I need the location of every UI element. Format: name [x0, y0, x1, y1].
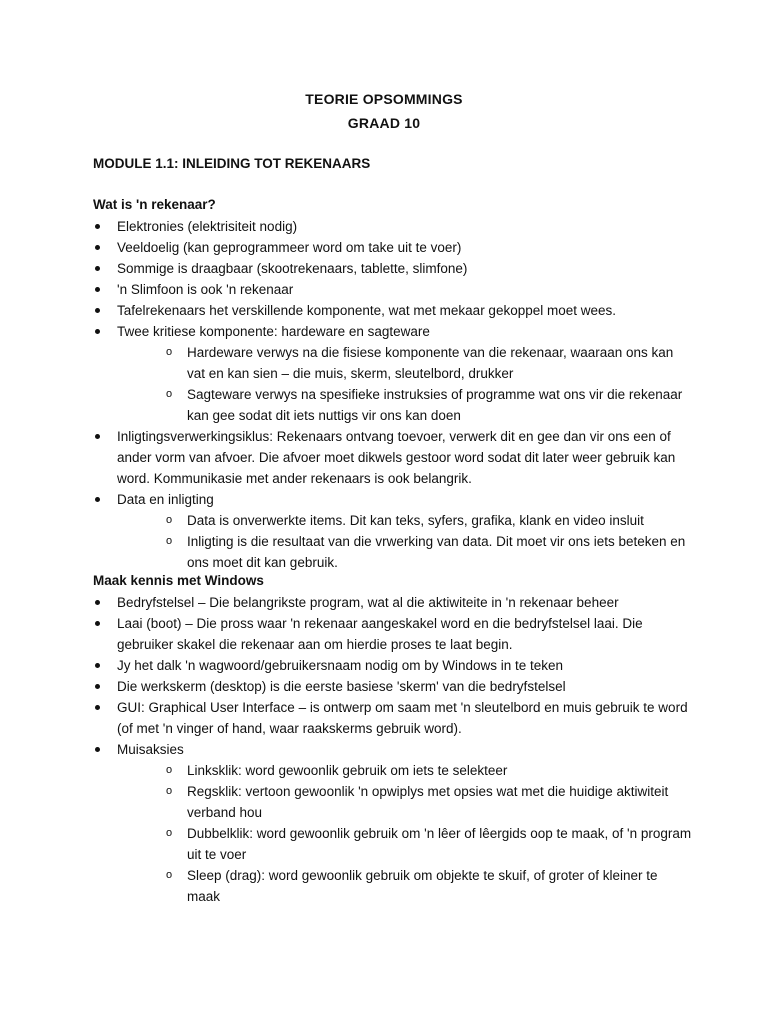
list-item-text: Data en inligting [117, 492, 214, 507]
list-item [93, 697, 693, 739]
section-heading: Wat is 'n rekenaar? [93, 197, 216, 212]
list-item [93, 592, 693, 613]
sub-list-item: o Inligting is die resultaat van die vrwerking van data. Dit moet vir ons iets beteken en ons moet dit kan gebruik. [117, 531, 693, 573]
list-item-text: Jy het dalk 'n wagwoord/gebruikersnaam nodig om by Windows in te teken [117, 658, 564, 673]
sub-list-item: o Data is onverwerkte items. Dit kan teks, syfers, grafika, klank en video insluit [117, 510, 693, 531]
list-item-text: GUI: Graphical User Interface – is ontwerp om saam met 'n sleutelbord en muis gebruik te word (of met 'n vinger of hand, waar raakskerms gebruik word). [117, 700, 688, 736]
list-item [93, 258, 693, 279]
list-item [93, 279, 693, 300]
list-item [93, 216, 693, 237]
sub-list-item: o Hardeware verwys na die fisiese komponente van die rekenaar, waaraan ons kan vat en kan sien – die muis, skerm, sleutelbord, drukker [117, 342, 693, 384]
list-item-text: Laai (boot) – Die pross waar 'n rekenaar aangeskakel word en die bedryfstelsel laai. Die gebruiker skakel die rekenaar aan om hierdie proses te laat begin. [117, 616, 643, 652]
list-item [93, 489, 693, 573]
list-item [93, 739, 693, 907]
sub-list-item: o Dubbelklik: word gewoonlik gebruik om 'n lêer of lêergids oop te maak, of 'n program uit te voer [117, 823, 693, 865]
list-item [93, 321, 693, 426]
list-item-text: Die werkskerm (desktop) is die eerste basiese 'skerm' van die bedryfstelsel [117, 679, 566, 694]
sub-list-item: o Linksklik: word gewoonlik gebruik om iets te selekteer [117, 760, 693, 781]
list-item-text: Sommige is draagbaar (skootrekenaars, tablette, slimfone) [117, 261, 468, 276]
section-heading: Maak kennis met Windows [93, 573, 264, 588]
list-item [93, 676, 693, 697]
bullet-list [93, 592, 693, 907]
sub-list [117, 760, 693, 907]
module-heading: MODULE 1.1: INLEIDING TOT REKENAARS [93, 156, 371, 171]
sub-list-item: o Regsklik: vertoon gewoonlik 'n opwiplys met opsies wat met die huidige aktiwiteit verband hou [117, 781, 693, 823]
document-subtitle: GRAAD 10 [347, 115, 421, 131]
list-item [93, 300, 693, 321]
document-title: TEORIE OPSOMMINGS [305, 91, 463, 107]
list-item-text: Veeldoelig (kan geprogrammeer word om take uit te voer) [117, 240, 462, 255]
list-item-text: Elektronies (elektrisiteit nodig) [117, 219, 298, 234]
list-item-text: Bedryfstelsel – Die belangrikste program, wat al die aktiwiteite in 'n rekenaar beheer [117, 595, 619, 610]
list-item-text: Inligtingsverwerkingsiklus: Rekenaars ontvang toevoer, verwerk dit en gee dan vir ons een of ander vorm van afvoer. Die afvoer moet dikwels gestoor word sodat dit later weer gebruik kan word. Kommunikasie met ander rekenaars is ook belangrik. [117, 429, 676, 486]
list-item-text: 'n Slimfoon is ook 'n rekenaar [117, 282, 294, 297]
bullet-list [93, 216, 693, 573]
list-item [93, 655, 693, 676]
sub-list [117, 510, 693, 573]
list-item-text: Twee kritiese komponente: hardeware en sagteware [117, 324, 430, 339]
list-item [93, 613, 693, 655]
list-item-text: Muisaksies [117, 742, 184, 757]
list-item [93, 426, 693, 489]
list-item [93, 237, 693, 258]
sub-list-item: o Sagteware verwys na spesifieke instruksies of programme wat ons vir die rekenaar kan gee sodat dit iets nuttigs vir ons kan doen [117, 384, 693, 426]
sub-list-item: o Sleep (drag): word gewoonlik gebruik om objekte te skuif, of groter of kleiner te maak [117, 865, 693, 907]
sub-list [117, 342, 693, 426]
list-item-text: Tafelrekenaars het verskillende komponente, wat met mekaar gekoppel moet wees. [117, 303, 617, 318]
